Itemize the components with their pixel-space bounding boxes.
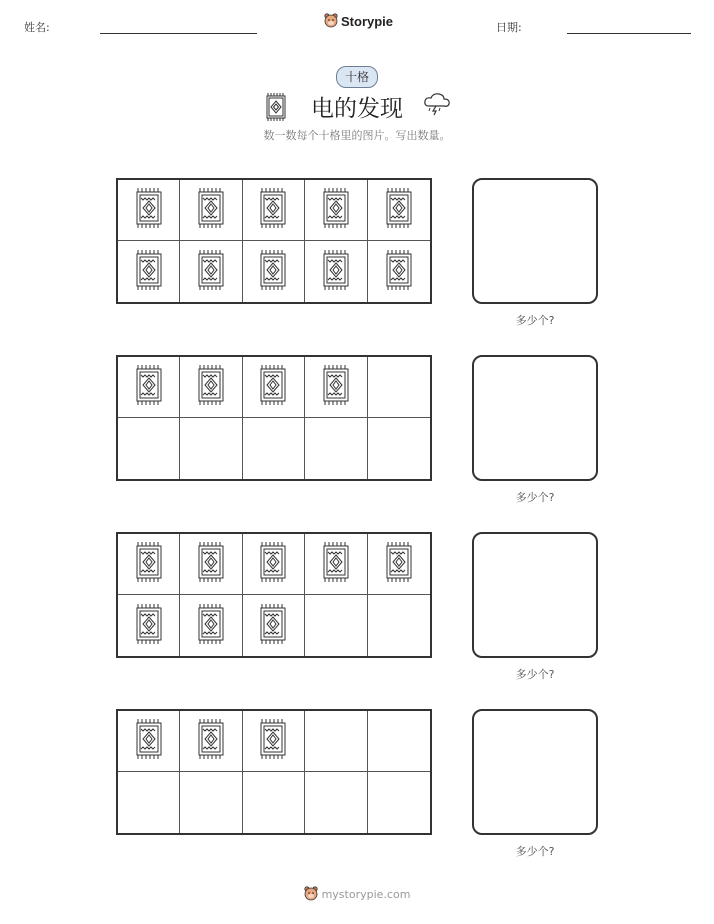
- brand-name: Storypie: [341, 13, 394, 29]
- ten-frame-cell: [368, 595, 430, 656]
- rug-icon: [197, 718, 225, 764]
- ten-frame-cell: [180, 357, 242, 418]
- rug-icon: [135, 718, 163, 764]
- ten-frame-cell: [118, 711, 180, 772]
- rug-icon: [135, 541, 163, 587]
- rug-icon: [259, 364, 287, 410]
- rug-icon: [197, 603, 225, 649]
- rug-icon: [197, 364, 225, 410]
- ten-frame-cell: [368, 241, 430, 302]
- rug-icon: [135, 603, 163, 649]
- ten-frame-cell: [368, 534, 430, 595]
- ten-frame-cell: [118, 418, 180, 479]
- name-label: 姓名:: [24, 21, 50, 34]
- ten-frame-cell: [118, 241, 180, 302]
- rug-icon: [197, 187, 225, 233]
- answer-box-1[interactable]: [472, 178, 598, 304]
- ten-frame-cell: [305, 534, 367, 595]
- footer: [0, 886, 714, 902]
- rug-icon: [322, 541, 350, 587]
- ten-frame-cell: [243, 418, 305, 479]
- ten-frame-cell: [305, 241, 367, 302]
- ten-frame-cell: [243, 534, 305, 595]
- answer-box-2[interactable]: [472, 355, 598, 481]
- answer-prompt-1: 多少个?: [515, 314, 555, 327]
- storm-cloud-icon: [422, 92, 452, 116]
- rug-icon: [322, 187, 350, 233]
- rug-icon: [259, 187, 287, 233]
- ten-frame-cell: [118, 534, 180, 595]
- rug-icon: [322, 364, 350, 410]
- ten-frame-cell: [118, 180, 180, 241]
- ten-frame-cell: [243, 595, 305, 656]
- rug-icon: [197, 249, 225, 295]
- answer-prompt-3: 多少个?: [515, 668, 555, 681]
- rug-icon: [197, 541, 225, 587]
- answer-box-3[interactable]: [472, 532, 598, 658]
- ten-frame-cell: [243, 357, 305, 418]
- ten-frame-cell: [180, 180, 242, 241]
- rug-icon: [385, 541, 413, 587]
- rug-icon: [135, 249, 163, 295]
- ten-frame-cell: [305, 711, 367, 772]
- ten-frame-cell: [180, 595, 242, 656]
- ten-frame-cell: [180, 418, 242, 479]
- rug-icon: [322, 249, 350, 295]
- worksheet-type-tag: 十格: [336, 66, 378, 88]
- ten-frame-cell: [180, 534, 242, 595]
- ten-frame-cell: [243, 772, 305, 833]
- ten-frame-cell: [368, 180, 430, 241]
- ten-frame-cell: [118, 772, 180, 833]
- ten-frame-cell: [305, 772, 367, 833]
- rug-icon: [135, 364, 163, 410]
- rug-icon: [259, 603, 287, 649]
- rug-icon: [259, 718, 287, 764]
- footer-url: mystorypie.com: [321, 887, 411, 901]
- bear-mascot-icon: [304, 886, 318, 902]
- ten-frame-cell: [305, 180, 367, 241]
- rug-icon: [385, 187, 413, 233]
- ten-frame-3: [116, 532, 432, 658]
- date-label: 日期:: [496, 21, 522, 34]
- bear-mascot-icon: [324, 13, 338, 29]
- ten-frame-cell: [180, 772, 242, 833]
- ten-frame-cell: [305, 595, 367, 656]
- ten-frame-cell: [180, 241, 242, 302]
- answer-prompt-4: 多少个?: [515, 845, 555, 858]
- ten-frame-cell: [118, 595, 180, 656]
- rug-icon: [259, 541, 287, 587]
- brand-logo: [324, 13, 393, 29]
- answer-prompt-2: 多少个?: [515, 491, 555, 504]
- page-title: 电的发现: [311, 96, 403, 122]
- ten-frame-1: [116, 178, 432, 304]
- rug-icon: [135, 187, 163, 233]
- ten-frame-cell: [243, 711, 305, 772]
- instructions: 数一数每个十格里的图片。写出数量。: [263, 129, 451, 142]
- ten-frame-2: [116, 355, 432, 481]
- name-line: [100, 33, 257, 34]
- ten-frame-4: [116, 709, 432, 835]
- rug-icon: [385, 249, 413, 295]
- ten-frame-cell: [368, 418, 430, 479]
- ten-frame-cell: [368, 711, 430, 772]
- ten-frame-cell: [305, 418, 367, 479]
- date-line: [567, 33, 691, 34]
- ten-frame-cell: [180, 711, 242, 772]
- ten-frame-cell: [368, 772, 430, 833]
- rug-icon: [259, 249, 287, 295]
- ten-frame-cell: [118, 357, 180, 418]
- answer-box-4[interactable]: [472, 709, 598, 835]
- ten-frame-cell: [368, 357, 430, 418]
- ten-frame-cell: [243, 180, 305, 241]
- ten-frame-cell: [243, 241, 305, 302]
- ten-frame-cell: [305, 357, 367, 418]
